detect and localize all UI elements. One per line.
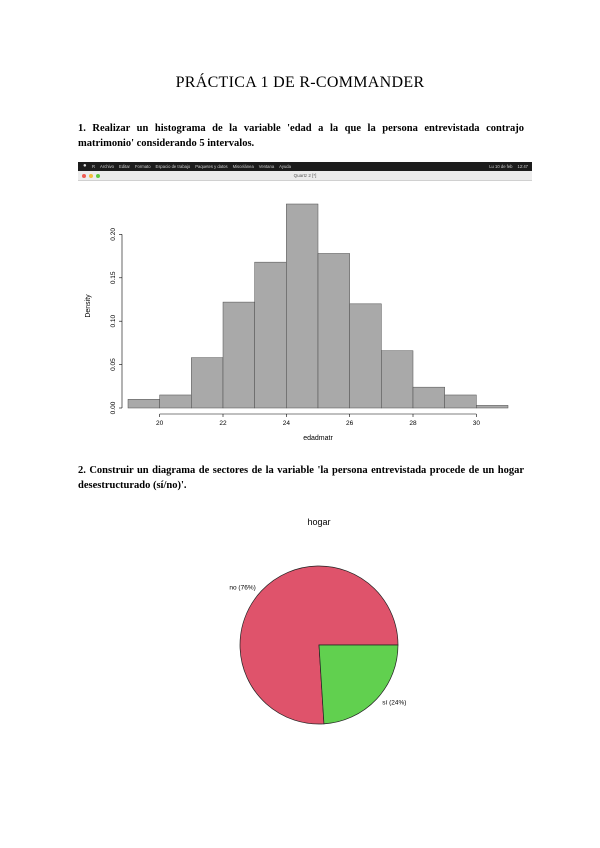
histogram-bar	[350, 304, 382, 408]
menu-item-6[interactable]: Miscelánea	[232, 164, 254, 170]
histogram-bar	[128, 399, 160, 408]
window-title: Quartz 2 [*]	[293, 173, 317, 179]
histogram-bar	[191, 358, 223, 408]
x-tick-label: 26	[346, 420, 354, 427]
histogram-bar	[476, 405, 508, 408]
page-title: PRÁCTICA 1 DE R-COMMANDER	[175, 74, 425, 91]
menu-item-2[interactable]: Editar	[119, 164, 130, 170]
menu-item-3[interactable]: Formato	[134, 164, 151, 170]
y-tick-label: 0.00	[110, 401, 117, 415]
y-axis-title: Density	[85, 294, 92, 318]
pie-slice	[319, 645, 398, 724]
histogram-bar	[255, 262, 287, 408]
menu-item-0[interactable]: R	[92, 164, 96, 170]
histogram-bar	[286, 204, 318, 408]
status-item-0: Lu 10 de feb	[489, 164, 513, 170]
apple-icon[interactable]: ●	[83, 163, 87, 169]
menu-item-7[interactable]: Ventana	[258, 164, 275, 170]
histogram-bar	[381, 351, 413, 408]
histogram-bar	[223, 302, 255, 408]
pie-chart	[200, 510, 430, 740]
menu-item-4[interactable]: Espacio de trabajo	[155, 164, 191, 170]
mac-menu-bar	[78, 162, 532, 171]
x-axis-title: edadmatr	[303, 435, 333, 442]
question-1-text: 1. Realizar un histograma de la variable 'edad a la que la persona entrevistada contrajo matrimonio' considerando 5 intervalos.	[78, 123, 524, 149]
pie-label: sí (24%)	[382, 699, 407, 707]
y-tick-label: 0.20	[110, 228, 117, 241]
histogram-bar	[445, 395, 477, 408]
x-tick-label: 28	[409, 420, 417, 427]
y-tick-label: 0.15	[110, 271, 117, 285]
window-title-bar	[78, 171, 532, 181]
x-tick-label: 30	[472, 420, 480, 427]
menu-item-1[interactable]: Archivo	[100, 164, 114, 170]
x-tick-label: 24	[282, 420, 290, 427]
r-screenshot	[78, 162, 532, 442]
pie-title: hogar	[307, 517, 331, 527]
histogram-chart	[78, 181, 532, 442]
status-area	[484, 164, 528, 169]
menu-item-5[interactable]: Paquetes y datos	[195, 164, 228, 170]
histogram-bar	[413, 387, 445, 408]
status-item-1: 12:47	[517, 164, 528, 170]
x-tick-label: 20	[156, 420, 164, 427]
histogram-bar	[160, 395, 192, 408]
menu-list	[92, 164, 296, 169]
x-tick-label: 22	[219, 420, 227, 427]
y-tick-label: 0.05	[110, 358, 117, 371]
question-2-text: 2. Construir un diagrama de sectores de la variable 'la persona entrevistada procede de un hogar desestructurado (sí/no)'.	[78, 465, 524, 491]
histogram-bar	[318, 253, 350, 408]
pie-label: no (76%)	[229, 584, 256, 592]
y-tick-label: 0.10	[110, 314, 117, 328]
menu-item-8[interactable]: Ayuda	[279, 164, 291, 170]
